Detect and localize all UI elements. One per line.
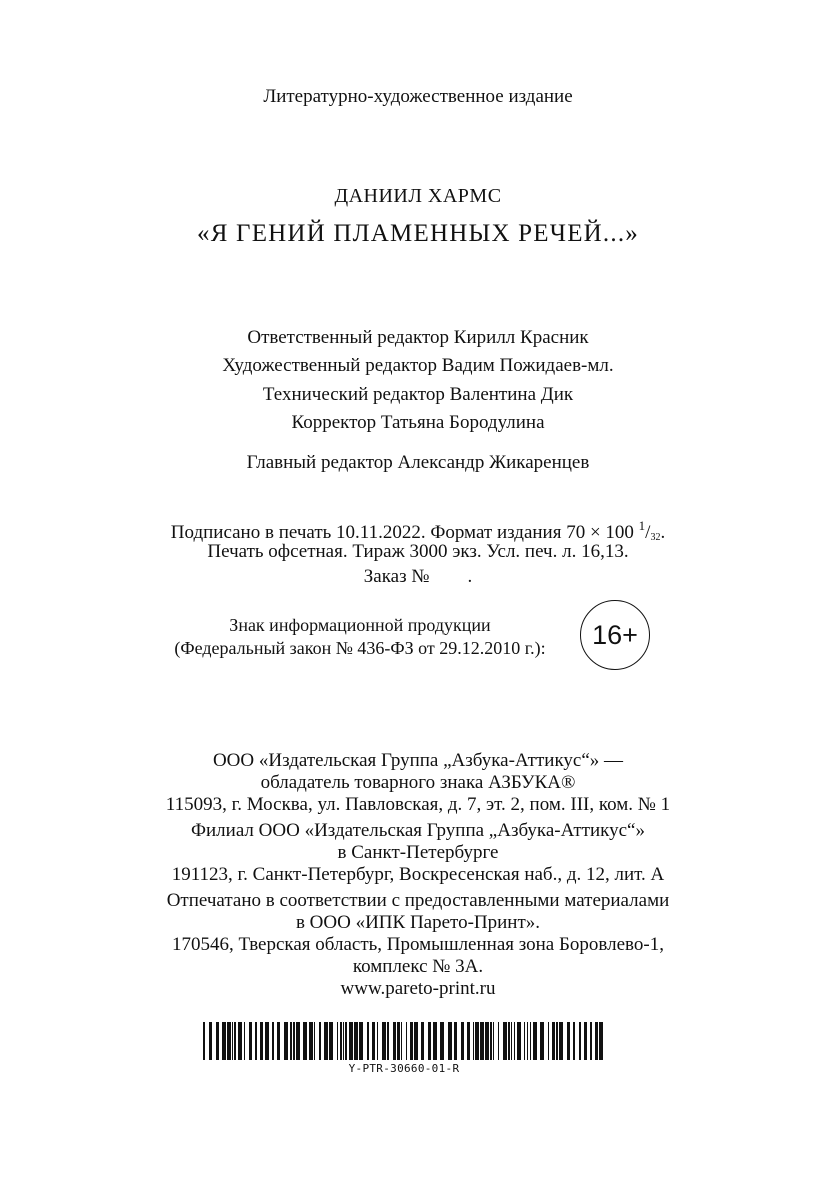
barcode-bar: [433, 1022, 437, 1060]
branch-name: Филиал ООО «Издательская Группа „Азбука-Аттикус“»: [191, 820, 645, 841]
barcode-bar: [377, 1022, 378, 1060]
barcode-bar: [514, 1022, 515, 1060]
order-end: .: [467, 566, 473, 587]
barcode-bar: [590, 1022, 592, 1060]
barcode-bar: [238, 1022, 242, 1060]
age-rating-badge: [580, 600, 650, 670]
barcode-bar: [480, 1022, 484, 1060]
barcode-bar: [533, 1022, 537, 1060]
branch-city: в Санкт-Петербурге: [337, 842, 499, 863]
barcode-bar: [272, 1022, 274, 1060]
trademark-owner: обладатель товарного знака АЗБУКА®: [260, 772, 576, 793]
barcode-bar: [354, 1022, 358, 1060]
barcode-bar: [260, 1022, 263, 1060]
barcode-code: Y-PTR-30660-01-R: [348, 1062, 460, 1075]
barcode-bar: [461, 1022, 464, 1060]
format-slash: /: [645, 522, 651, 543]
barcode-bar: [548, 1022, 549, 1060]
author-name: ДАНИИЛ ХАРМС: [334, 185, 502, 207]
barcode-bar: [584, 1022, 587, 1060]
barcode-bar: [440, 1022, 444, 1060]
barcode-bar: [527, 1022, 528, 1060]
publisher-name: ООО «Издательская Группа „Азбука-Аттикус“» —: [212, 750, 624, 771]
barcode-bar: [503, 1022, 507, 1060]
barcode-bar: [530, 1022, 531, 1060]
barcode-bar: [296, 1022, 300, 1060]
barcode-bar: [552, 1022, 555, 1060]
barcode-bar: [410, 1022, 413, 1060]
barcode-bar: [599, 1022, 603, 1060]
barcode-bar: [255, 1022, 257, 1060]
barcode-bar: [290, 1022, 292, 1060]
barcode-bar: [227, 1022, 231, 1060]
printer-complex: комплекс № 3А.: [352, 956, 484, 977]
barcode-bar: [293, 1022, 295, 1060]
barcode-bar: [284, 1022, 288, 1060]
barcode-bar: [573, 1022, 575, 1060]
barcode-bar: [556, 1022, 558, 1060]
barcode-bar: [345, 1022, 347, 1060]
barcode-bar: [454, 1022, 457, 1060]
book-title: «Я ГЕНИЙ ПЛАМЕННЫХ РЕЧЕЙ...»: [197, 220, 639, 247]
barcode-bar: [485, 1022, 489, 1060]
printer-address: 170546, Тверская область, Промышленная зона Боровлево-1,: [172, 934, 664, 955]
print-run-line: Печать офсетная. Тираж 3000 экз. Усл. печ. л. 16,13.: [207, 541, 629, 562]
responsible-editor: Ответственный редактор Кирилл Красник: [247, 327, 589, 348]
barcode-bar: [349, 1022, 353, 1060]
barcode-bar: [309, 1022, 313, 1060]
chief-editor: Главный редактор Александр Жикаренцев: [246, 452, 590, 473]
format-numerator: 1: [638, 518, 646, 533]
barcode-bar: [232, 1022, 233, 1060]
format-denominator: 32: [650, 532, 661, 543]
barcode-bar: [401, 1022, 402, 1060]
art-editor: Художественный редактор Вадим Пожидаев-мл.: [222, 355, 614, 376]
format-end: .: [660, 522, 666, 543]
barcode-bar: [216, 1022, 219, 1060]
edition-type: Литературно-художественное издание: [263, 86, 573, 107]
barcode-bar: [382, 1022, 386, 1060]
barcode-bar: [343, 1022, 344, 1060]
printer-website: www.pareto-print.ru: [340, 978, 496, 999]
barcode-bar: [359, 1022, 363, 1060]
barcode-bar: [387, 1022, 389, 1060]
info-marker-law: (Федеральный закон № 436-ФЗ от 29.12.2010 г.):: [174, 638, 546, 658]
barcode-bar: [337, 1022, 338, 1060]
barcode-bar: [475, 1022, 479, 1060]
barcode-bar: [406, 1022, 407, 1060]
barcode-bar: [265, 1022, 269, 1060]
barcode-bar: [277, 1022, 280, 1060]
barcode-bar: [508, 1022, 510, 1060]
barcode-bar: [319, 1022, 321, 1060]
barcode-bar: [559, 1022, 563, 1060]
barcode-bar: [428, 1022, 431, 1060]
printed-note: Отпечатано в соответствии с предоставленными материалами: [166, 890, 670, 911]
barcode-bar: [511, 1022, 512, 1060]
barcode-bar: [393, 1022, 396, 1060]
barcode-bar: [209, 1022, 212, 1060]
barcode-bar: [448, 1022, 452, 1060]
barcode-bar: [372, 1022, 375, 1060]
barcode-bar: [517, 1022, 521, 1060]
order-label: Заказ №: [363, 566, 430, 587]
barcode-bar: [595, 1022, 598, 1060]
barcode-bar: [324, 1022, 328, 1060]
barcode-bar: [493, 1022, 494, 1060]
barcode-bar: [244, 1022, 245, 1060]
barcode-bar: [222, 1022, 226, 1060]
barcode-bar: [249, 1022, 252, 1060]
barcode-bar: [540, 1022, 544, 1060]
technical-editor: Технический редактор Валентина Дик: [262, 384, 574, 405]
barcode-bar: [367, 1022, 369, 1060]
barcode-bar: [397, 1022, 400, 1060]
barcode-bar: [421, 1022, 424, 1060]
barcode-bar: [203, 1022, 205, 1060]
barcode-bar: [303, 1022, 307, 1060]
barcode-bar: [329, 1022, 333, 1060]
order-line: [0, 566, 836, 588]
barcode-bar: [467, 1022, 470, 1060]
barcode: [203, 1022, 605, 1060]
barcode-bar: [567, 1022, 570, 1060]
barcode-bar: [314, 1022, 315, 1060]
barcode-bar: [498, 1022, 499, 1060]
barcode-bar: [490, 1022, 492, 1060]
barcode-bar: [340, 1022, 342, 1060]
barcode-bar: [234, 1022, 236, 1060]
proofreader: Корректор Татьяна Бородулина: [291, 412, 545, 433]
barcode-bar: [473, 1022, 474, 1060]
print-format-text: Подписано в печать 10.11.2022. Формат издания 70 × 100: [170, 522, 634, 543]
age-rating-text: 16+: [592, 619, 638, 650]
publisher-address: 115093, г. Москва, ул. Павловская, д. 7, эт. 2, пом. III, ком. № 1: [165, 794, 671, 815]
barcode-bar: [524, 1022, 525, 1060]
barcode-bar: [579, 1022, 581, 1060]
branch-address: 191123, г. Санкт-Петербург, Воскресенская наб., д. 12, лит. А: [171, 864, 665, 885]
info-marker-title: Знак информационной продукции: [229, 615, 491, 635]
printer-name: в ООО «ИПК Парето-Принт».: [295, 912, 541, 933]
barcode-bar: [414, 1022, 418, 1060]
